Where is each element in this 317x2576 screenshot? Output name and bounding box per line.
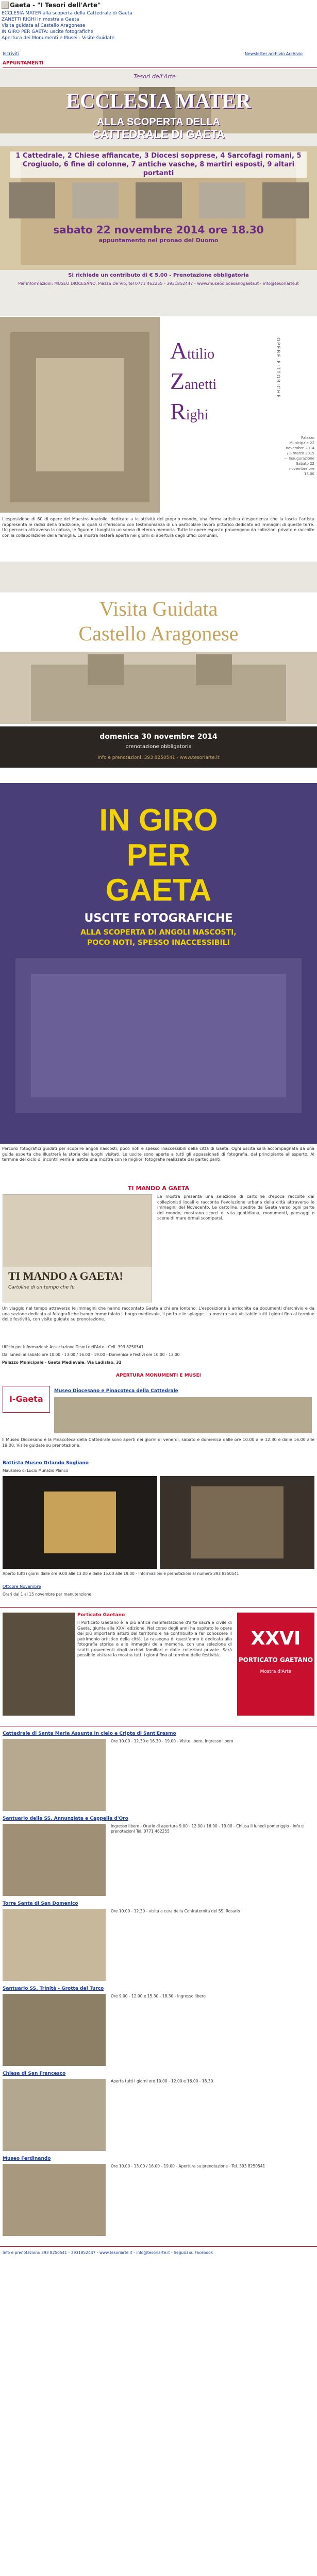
place-photo-3 xyxy=(3,1994,106,2066)
battistero-photo-2 xyxy=(160,1476,314,1569)
castello-title-1: Visita Guidata xyxy=(99,597,218,620)
subscribe-link[interactable]: Iscriviti xyxy=(3,52,20,57)
ti-mando-place: Palazzo Municipale - Gaeta Medievale, Via Ladislao, 32 xyxy=(2,1360,122,1365)
ti-mando-body: Un viaggio nel tempo attraverso le immagini che hanno raccontato Gaeta a chi era lontano. L'esposizione è arricchita da documenti d'archivio e da una sezione dedicata ai fotografi che hanno immortalato il borgo medievale, il porto e le spiagge. La mostra sarà visitabile tutti i giorni fino al termine delle festività, con visite guidate su prenotazione. xyxy=(2,1306,314,1321)
header-line[interactable]: Visita guidata al Castello Aragonese xyxy=(2,23,86,28)
thumb-image xyxy=(9,182,55,218)
header-line[interactable]: ECCLESIA MATER alla scoperta della Cattedrale di Gaeta xyxy=(2,11,132,16)
archive-link[interactable]: Newsletter archivio Archivio xyxy=(245,52,303,56)
place-title-4[interactable]: Chiesa di San Francesco xyxy=(3,2071,66,2076)
castello-date: domenica 30 novembre 2014 xyxy=(99,733,218,741)
place-title-0[interactable]: Cattedrale di Santa Maria Assunta in cielo e Cripta di Sant'Erasmo xyxy=(3,1731,176,1736)
castello-booking: prenotazione obbligatoria xyxy=(125,744,192,750)
header-lines xyxy=(2,10,218,41)
zanetti-line xyxy=(170,398,273,429)
brand-text: Tesori dell'Arte xyxy=(134,73,176,80)
ecclesia-sub2: CATTEDRALE DI GAETA xyxy=(92,128,225,141)
place-title-3[interactable]: Santuario SS. Trinità - Grotta del Turco xyxy=(3,1986,104,1991)
castello-info: Info e prenotazioni: 393 8250541 - www.tesoriarte.it xyxy=(97,755,220,760)
thumb-image xyxy=(136,182,182,218)
header-line[interactable]: Apertura dei Monumenti e Musei - Visite Guidate xyxy=(2,36,115,41)
castello-banner xyxy=(0,726,317,768)
zanetti-vertical-label: OPERE PITTORICHE xyxy=(275,337,280,399)
place-text-0: Ore 10.00 - 12.30 e 16.30 - 19.00 - Visite libere. Ingresso libero xyxy=(111,1739,233,1743)
thumb-image xyxy=(72,182,119,218)
thumb-image xyxy=(262,182,309,218)
place-text-3: Ore 9.00 - 12.00 e 15.30 - 18.30 - Ingresso libero xyxy=(111,1994,206,1998)
ecclesia-features: 1 Cattedrale, 2 Chiese affiancate, 3 Diocesi sopprese, 4 Sarcofagi romani, 5 Crogiuolo, 6 fine di colonne, 7 antiche vasche, 8 martiri esposti, 9 altari portanti xyxy=(10,151,307,178)
footer-text: Info e prenotazioni: 393 8250541 - 3931852447 - www.tesoriarte.it - info@tesoriarte.it - Seguici su Facebook xyxy=(3,2250,213,2255)
zanetti-description: L'esposizione di 60 di opere del Maestro Anatolio, dedicate a le attività del proprio mondo, una forma artistica d'esperienza che la lascia l'artista rappresenta le radici della tradizione, ai quali si riferiscono con testimonianza di un particolare lavoro pittorico dedicato ad immagini di queste terre. Un percorso attraverso la natura, le figure e i luoghi in un senso di eterna memoria. Tutte le opere esposte provengono da collezioni private e raccolte con la collaborazione della famiglia. La mostra resterà aperta nei giorni di apertura degli uffici comunali. xyxy=(2,517,314,538)
giro-poster xyxy=(0,783,317,1144)
place-text-1: Ingresso libero - Orario di apertura 9.00 - 12.00 / 16.00 - 19.00 - Chiusa il lunedì pomeriggio - Info e prenotazioni Tel. 0771 462255 xyxy=(111,1824,304,1834)
initial-letter: A xyxy=(170,337,188,364)
ti-mando-title xyxy=(0,1185,317,1192)
place-title-5[interactable]: Museo Ferdinando xyxy=(3,2156,51,2161)
giro-sub2: ALLA SCOPERTA DI ANGOLI NASCOSTI, xyxy=(80,928,237,937)
page-title: Gaeta - "I Tesori dell'Arte" xyxy=(10,2,101,9)
appointments-label: APPUNTAMENTI xyxy=(3,61,44,66)
castello-title-2: Castello Aragonese xyxy=(78,622,239,645)
place-title-2[interactable]: Torre Santa di San Domenico xyxy=(3,1901,78,1906)
place-photo-5 xyxy=(3,2164,106,2236)
portico-photo xyxy=(3,1613,75,1716)
ecclesia-meeting: appuntamento nel pronao del Duomo xyxy=(98,237,219,244)
place-text-2: Ore 10.00 - 12.30 - visita a cura della Confraternita del SS. Rosario xyxy=(111,1909,240,1913)
portico-card-title: PORTICATO GAETANO xyxy=(238,1656,313,1664)
portico-card-num: XXVI xyxy=(251,1628,301,1649)
place-photo-4 xyxy=(3,2079,106,2151)
ti-mando-note: Ufficio per Informazioni: Associazione Tesori dell'Arte - Cell. 393 8250541 xyxy=(2,1345,144,1349)
place-photo-1 xyxy=(3,1824,106,1896)
castello-poster xyxy=(0,562,317,778)
divider xyxy=(0,2246,317,2247)
ecclesia-cost: Si richiede un contributo di € 5,00 - Prenotazione obbligatoria xyxy=(68,273,249,278)
apertura-heading: APERTURA MONUMENTI E MUSEI xyxy=(116,1373,201,1378)
brand-logo xyxy=(124,73,186,82)
zanetti-painting xyxy=(0,317,160,513)
giro-subtitle: USCITE FOTOGRAFICHE xyxy=(84,912,233,925)
place-photo-0 xyxy=(3,1739,106,1811)
battistero-link[interactable]: Battista Museo Orlando Sogliano xyxy=(3,1461,89,1466)
app-icon xyxy=(2,2,9,9)
battistero-text: Aperto tutti i giorni dalle ore 9.00 alle 13.00 e dalle 15.00 alle 19.00 - Informazioni e prenotazioni al numero 393 8250541 xyxy=(3,1571,239,1576)
museo-diocesano-link[interactable]: Museo Diocesano e Pinacoteca della Cattedrale xyxy=(54,1388,178,1394)
ecclesia-title: ECCLESIA MATER xyxy=(66,89,251,112)
place-text-5: Ore 10.00 - 13.00 / 16.00 - 19.00 - Apertura su prenotazione - Tel. 393 8250541 xyxy=(111,2164,265,2168)
zanetti-name xyxy=(170,337,273,429)
battistero-sub: Mausoleo di Lucio Munazio Planco xyxy=(3,1468,69,1473)
ecclesia-thumbs xyxy=(0,177,317,224)
place-text-4: Aperta tutti i giorni ore 10.00 - 12.00 e 16.00 - 18.30 xyxy=(111,2079,213,2083)
battistero-schedule-link[interactable]: Ottobre Novembre xyxy=(3,1584,41,1589)
ti-mando-card-sub: Cartoline di un tempo che fu xyxy=(8,1285,75,1290)
zanetti-side-info: Palazzo Municipale 22 novembre 2014 / 8 marzo 2015 — Inaugurazione Sabato 22 novembre ore 18.00 xyxy=(283,436,314,476)
ti-mando-card-title: TI MANDO A GAETA! xyxy=(8,1269,123,1282)
ecclesia-poster xyxy=(0,69,317,316)
giro-title-2: PER xyxy=(126,838,191,872)
divider xyxy=(0,1607,317,1608)
portico-title: Porticato Gaetano xyxy=(77,1613,125,1618)
ti-mando-card xyxy=(3,1194,152,1302)
ecclesia-date: sabato 22 novembre 2014 ore 18.30 xyxy=(53,224,264,236)
portico-card xyxy=(237,1613,314,1716)
portico-text: Il Porticato Gaetano è la più antica manifestazione d'arte sacra e civile di Gaeta, giunta alla XXVI edizione. Nel corso degli anni ha ospitato le opere dei più importanti artisti del territorio e ha contribuito a far conoscere il patrimonio artistico della città. La rassegna di quest'anno è dedicata alla fotografia storica e alle immagini della memoria, con una selezione di scatti provenienti dagli archivi familiari e dalle collezioni private. Sarà possibile visitare la mostra tutti i giorni fino al termine delle festività. xyxy=(77,1620,232,1657)
museo-photo xyxy=(54,1397,312,1433)
header-line[interactable]: IN GIRO PER GAETA: uscite fotografiche xyxy=(2,29,94,35)
apertura-hours: Il Museo Diocesano e la Pinacoteca della Cattedrale sono aperti nei giorni di venerdì, sabato e domenica dalle ore 10.00 alle 12.30 e dalle 16.00 alle 19.00. Visite guidate su prenotazione. xyxy=(2,1437,314,1448)
ecclesia-info: Per informazioni: MUSEO DIOCESANO, Piazza De Vio, tel 0771 462255 - 3931852447 - www.museodiocesanogaeta.it - info@tesoriarte.it xyxy=(18,281,299,286)
initial-letter: Z xyxy=(170,368,185,394)
divider xyxy=(3,67,317,68)
giro-title-3: GAETA xyxy=(105,873,212,907)
apertura-title xyxy=(0,1373,317,1378)
place-photo-2 xyxy=(3,1909,106,1981)
ti-mando-hours: Dal lunedì al sabato ore 10.00 - 13.00 / 16.00 - 19.00 - Domenica e festivi ore 10.00 - 13.00 xyxy=(2,1352,180,1357)
giro-description: Percorsi fotografici guidati per scoprire angoli nascosti, poco noti e spesso inaccessibili della città di Gaeta. Ogni uscita sarà accompagnata da una guida esperta che illustrerà la storia dei luoghi visitati. Le uscite sono aperte a tutti gli appassionati di fotografia, dal principiante all'esperto. Al termine del ciclo di incontri verrà allestita una mostra con le migliori fotografie realizzate dai partecipanti. xyxy=(2,1146,314,1162)
igaeta-logo xyxy=(3,1386,50,1413)
place-title-1[interactable]: Santuario della SS. Annunziata e Cappella d'Oro xyxy=(3,1816,128,1821)
zanetti-line xyxy=(170,368,273,398)
ecclesia-sub1: ALLA SCOPERTA DELLA xyxy=(96,116,221,128)
zanetti-section xyxy=(0,317,317,559)
zanetti-line xyxy=(170,337,273,368)
giro-title-1: IN GIRO xyxy=(99,803,218,837)
ti-mando-right-text: La mostra presenta una selezione di cartoline d'epoca raccolte dai collezionisti locali e racconta l'evoluzione urbana della città attraverso le immagini del Novecento. Le cartoline, spedite da Gaeta verso ogni parte del mondo, mostrano scorci di vita quotidiana, monumenti, paesaggi e scene di mare ormai scomparsi. xyxy=(157,1194,314,1221)
name-rest: anetti xyxy=(185,377,217,393)
portico-card-sub: Mostra d'Arte xyxy=(260,1669,292,1674)
name-rest: ttilio xyxy=(187,346,215,362)
header-line[interactable]: ZANETTI RIGHI In mostra a Gaeta xyxy=(2,17,79,22)
battistero-photo-1 xyxy=(3,1476,157,1569)
logo-text: i-Gaeta xyxy=(9,1394,43,1404)
giro-sub3: POCO NOTI, SPESSO INACCESSIBILI xyxy=(87,939,230,947)
battistero-more: Orari dal 1 al 15 novembre per manutenzione xyxy=(3,1592,92,1597)
thumb-image xyxy=(199,182,245,218)
giro-photo xyxy=(15,958,302,1113)
name-rest: ighi xyxy=(186,407,209,423)
ti-mando-heading: TI MANDO A GAETA xyxy=(128,1185,189,1192)
castello-photo xyxy=(0,652,317,724)
initial-letter: R xyxy=(170,398,186,425)
